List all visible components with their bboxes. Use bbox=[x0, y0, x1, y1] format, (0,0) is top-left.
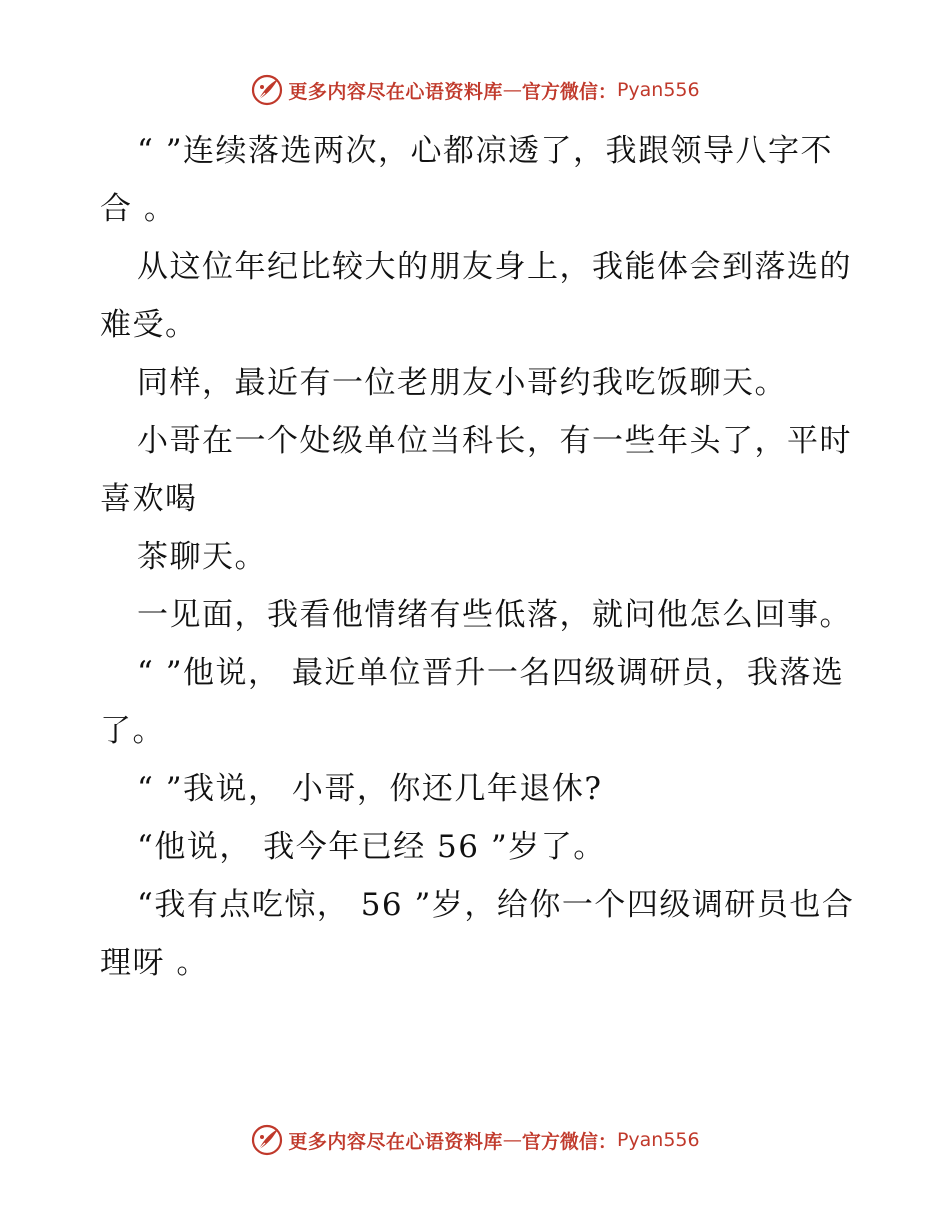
footer-banner-text: 更多内容尽在心语资料库 bbox=[288, 1130, 503, 1153]
header-wechat-id: Pyan556 bbox=[616, 79, 700, 101]
paragraph-9: “他说， 我今年已经 56 ”岁了。 bbox=[137, 829, 606, 865]
header-banner-separator: — bbox=[502, 79, 522, 101]
paragraph-10: “我有点吃惊， 56 ”岁，给你一个四级调研员也合理呀 。 bbox=[100, 887, 855, 981]
footer-wechat-label: 官方微信： bbox=[521, 1130, 617, 1153]
footer-banner bbox=[0, 1120, 950, 1160]
paragraph-3: 同样，最近有一位老朋友小哥约我吃饭聊天。 bbox=[137, 365, 787, 401]
header-banner-text: 更多内容尽在心语资料库 bbox=[288, 80, 503, 103]
paragraph-2: 从这位年纪比较大的朋友身上，我能体会到落选的难受。 bbox=[100, 249, 852, 343]
quill-pen-icon bbox=[250, 73, 284, 107]
paragraph-1: “ ”连续落选两次，心都凉透了，我跟领导八字不合 。 bbox=[100, 133, 834, 227]
header-banner bbox=[0, 70, 950, 110]
paragraph-7: “ ”他说， 最近单位晋升一名四级调研员，我落选了。 bbox=[100, 655, 845, 749]
footer-wechat-id: Pyan556 bbox=[616, 1129, 700, 1151]
paragraph-6: 一见面，我看他情绪有些低落，就问他怎么回事。 bbox=[137, 597, 852, 633]
article-body bbox=[100, 122, 860, 992]
header-wechat-label: 官方微信： bbox=[521, 80, 617, 103]
quill-pen-icon bbox=[250, 1123, 284, 1157]
paragraph-5: 茶聊天。 bbox=[137, 539, 267, 575]
paragraph-8: “ ”我说， 小哥，你还几年退休? bbox=[137, 771, 603, 807]
paragraph-4: 小哥在一个处级单位当科长，有一些年头了，平时喜欢喝 bbox=[100, 423, 852, 517]
footer-banner-separator: — bbox=[502, 1129, 522, 1151]
